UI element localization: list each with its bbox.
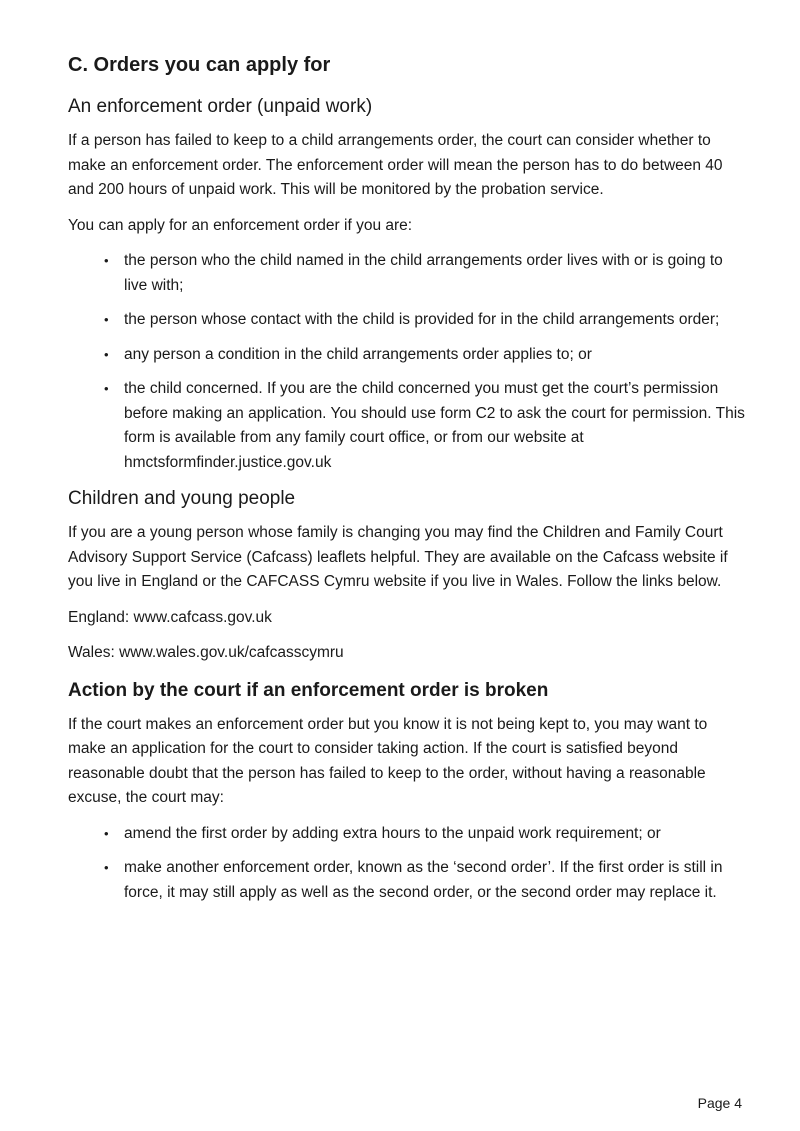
page-number: Page 4	[697, 1095, 742, 1111]
enforcement-heading: An enforcement order (unpaid work)	[68, 96, 373, 117]
enforcement-intro: If a person has failed to keep to a child arrangements order, the court can consider whether to make an enforcement order. The enforcement order will mean the person has to do between 40 and 200 hours of unpaid work. This will be monitored by the probation service.	[68, 132, 723, 198]
action-text: If the court makes an enforcement order but you know it is not being kept to, you may want to make an application for the court to consider taking action. If the court is satisfied beyond reasonable doubt that the person has failed to keep to the order, without having a reasonable excuse, the court may:	[68, 715, 708, 806]
list-item: • amend the first order by adding extra hours to the unpaid work requirement; or	[104, 822, 748, 847]
action-heading: Action by the court if an enforcement order is broken	[68, 679, 549, 701]
wales-link: Wales: www.wales.gov.uk/cafcasscymru	[68, 644, 344, 661]
list-item: • any person a condition in the child arrangements order applies to; or	[104, 343, 748, 368]
section-title: C. Orders you can apply for	[68, 54, 331, 76]
children-heading: Children and young people	[68, 488, 296, 509]
list-item: • the child concerned. If you are the child concerned you must get the court’s permission before making an application. You should use form C2 to ask the court for permission. This form is available from any family court office, or from our website at hmctsformfinder.justice.gov.uk	[104, 377, 748, 475]
children-text: If you are a young person whose family is changing you may find the Children and Family Court Advisory Support Service (Cafcass) leaflets helpful. They are available on the Cafcass website if you live in England or the CAFCASS Cymru website if you live in Wales. Follow the links below.	[68, 524, 728, 590]
enforcement-apply-lead: You can apply for an enforcement order if you are:	[68, 216, 413, 234]
list-item: • the person whose contact with the child is provided for in the child arrangements order;	[104, 308, 748, 333]
list-item: • make another enforcement order, known as the ‘second order’. If the first order is still in force, it may still apply as well as the second order, or the second order may replace it.	[104, 856, 748, 905]
enforcement-eligibility-list	[68, 249, 748, 475]
england-link: England: www.cafcass.gov.uk	[68, 608, 272, 626]
action-options-list	[68, 822, 748, 906]
list-item: • the person who the child named in the child arrangements order lives with or is going to live with;	[104, 249, 748, 298]
document-page	[68, 50, 748, 915]
